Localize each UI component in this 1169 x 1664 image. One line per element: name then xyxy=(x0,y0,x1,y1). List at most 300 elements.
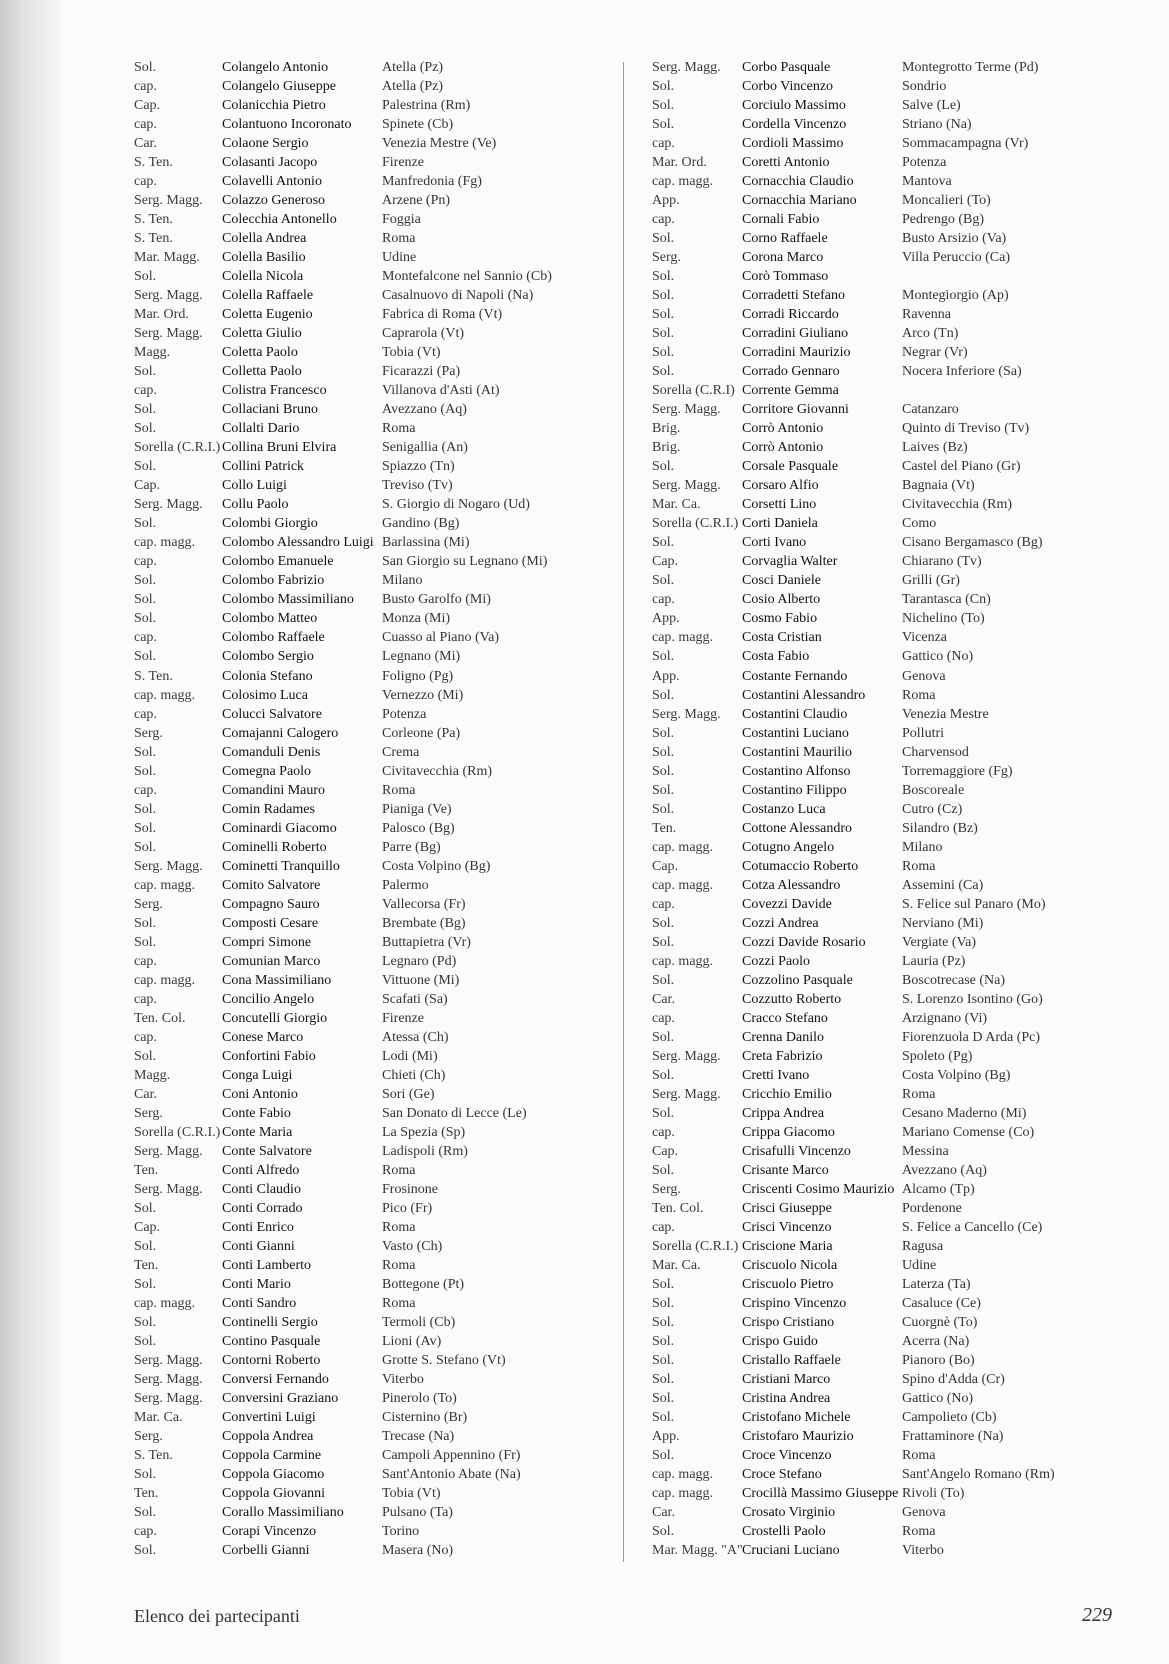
participant-name: Conti Enrico xyxy=(222,1219,294,1235)
participant-rank: Sol. xyxy=(652,725,675,741)
participant-rank: App. xyxy=(652,1429,680,1445)
participant-name: Colella Basilio xyxy=(222,250,306,266)
participant-name: Crisante Marco xyxy=(742,1162,829,1178)
participant-place: Tarantasca (Cn) xyxy=(902,592,991,608)
participant-name: Colombo Massimiliano xyxy=(222,592,354,608)
participant-rank: Car. xyxy=(652,1505,675,1521)
participant-place: Salve (Le) xyxy=(902,98,961,114)
participant-rank: Cap. xyxy=(652,554,679,570)
participant-rank: Sorella (C.R.I.) xyxy=(652,1238,739,1254)
participant-name: Crisafulli Vincenzo xyxy=(742,1143,851,1159)
participant-rank: Sol. xyxy=(652,1315,675,1331)
participant-place: Grotte S. Stefano (Vt) xyxy=(382,1353,506,1369)
participant-place: Villa Peruccio (Ca) xyxy=(902,250,1011,266)
participant-place: Spiazzo (Tn) xyxy=(382,459,455,475)
participant-rank: Sol. xyxy=(652,345,675,361)
participant-rank: Sorella (C.R.I.) xyxy=(134,1124,221,1140)
participant-place: Casalnuovo di Napoli (Na) xyxy=(382,288,534,304)
participant-name: Colavelli Antonio xyxy=(222,174,322,190)
participant-rank: Sol. xyxy=(134,402,157,418)
participant-place: Cisternino (Br) xyxy=(382,1410,468,1426)
participant-name: Conversini Graziano xyxy=(222,1391,339,1407)
participant-place: Treviso (Tv) xyxy=(382,478,453,494)
participant-rank: Sol. xyxy=(652,801,675,817)
participant-place: San Giorgio su Legnano (Mi) xyxy=(382,554,548,570)
participant-rank: App. xyxy=(652,611,680,627)
participant-rank: Cap. xyxy=(134,478,161,494)
participant-rank: Ten. xyxy=(652,820,677,836)
participant-name: Costante Fernando xyxy=(742,668,848,684)
participant-rank: cap. xyxy=(134,79,157,95)
participant-rank: Brig. xyxy=(652,421,681,437)
participant-name: Covezzi Davide xyxy=(742,896,832,912)
participant-rank: cap. xyxy=(652,896,675,912)
participant-place: Pulsano (Ta) xyxy=(382,1505,453,1521)
participant-rank: Serg. xyxy=(652,1181,681,1197)
participant-rank: cap. xyxy=(134,1029,157,1045)
participant-rank: Sol. xyxy=(652,1524,675,1540)
participant-rank: Serg. Magg. xyxy=(134,1143,203,1159)
participant-name: Cristina Andrea xyxy=(742,1391,831,1407)
participant-rank: Sorella (C.R.I) xyxy=(652,383,735,399)
participant-name: Crispino Vincenzo xyxy=(742,1296,847,1312)
participant-name: Crippa Giacomo xyxy=(742,1124,835,1140)
participant-place: Udine xyxy=(382,250,417,266)
participant-name: Compagno Sauro xyxy=(222,896,320,912)
participant-place: Masera (No) xyxy=(382,1543,454,1559)
participant-place: Nichelino (To) xyxy=(902,611,985,627)
participant-rank: App. xyxy=(652,193,680,209)
participant-name: Croce Stefano xyxy=(742,1467,822,1483)
participant-name: Croce Vincenzo xyxy=(742,1448,832,1464)
participant-place: Sant'Angelo Romano (Rm) xyxy=(902,1467,1055,1483)
participant-name: Coppola Carmine xyxy=(222,1448,322,1464)
participant-place: Castel del Piano (Gr) xyxy=(902,459,1021,475)
participant-name: Collina Bruni Elvira xyxy=(222,440,337,456)
participant-name: Costantino Filippo xyxy=(742,782,847,798)
participant-rank: cap. xyxy=(652,136,675,152)
participant-place: Montegiorgio (Ap) xyxy=(902,288,1009,304)
participant-place: Senigallia (An) xyxy=(382,440,468,456)
participant-rank: cap. xyxy=(652,1219,675,1235)
participant-place: Avezzano (Aq) xyxy=(902,1162,987,1178)
participant-place: Genova xyxy=(902,668,946,684)
participant-place: Fabrica di Roma (Vt) xyxy=(382,307,503,323)
participant-rank: Serg. Magg. xyxy=(652,60,721,75)
participant-place: Nocera Inferiore (Sa) xyxy=(902,364,1022,380)
participant-rank: cap. magg. xyxy=(652,877,714,893)
participant-place: Tobia (Vt) xyxy=(382,345,441,361)
participant-rank: Cap. xyxy=(134,1219,161,1235)
participant-name: Crippa Andrea xyxy=(742,1105,825,1121)
participant-rank: cap. magg. xyxy=(134,1296,196,1312)
participant-rank: Sol. xyxy=(134,1277,157,1292)
participant-rank: Serg. Magg. xyxy=(134,497,203,513)
participant-name: Costa Fabio xyxy=(742,649,810,665)
participant-name: Coretti Antonio xyxy=(742,155,830,171)
participant-name: Colosimo Luca xyxy=(222,687,308,703)
participant-rank: Mar. Ord. xyxy=(134,307,189,323)
participant-name: Conte Fabio xyxy=(222,1105,291,1121)
participant-rank: Serg. Magg. xyxy=(134,288,203,304)
participant-place: Silandro (Bz) xyxy=(902,820,978,836)
participant-name: Cornali Fabio xyxy=(742,212,820,228)
participant-place: Cuasso al Piano (Va) xyxy=(382,630,500,646)
participant-rank: cap. magg. xyxy=(134,877,196,893)
participant-rank: Sol. xyxy=(652,1448,675,1464)
participant-rank: Serg. xyxy=(134,1429,163,1445)
participant-name: Conte Salvatore xyxy=(222,1143,312,1159)
participant-rank: Mar. Magg. xyxy=(134,250,200,266)
participant-rank: Sol. xyxy=(652,1029,675,1045)
participant-rank: cap. xyxy=(652,1124,675,1140)
participant-rank: Car. xyxy=(652,991,675,1007)
participant-place: Bottegone (Pt) xyxy=(382,1277,465,1292)
participant-rank: cap. magg. xyxy=(134,535,196,551)
participant-place: Cisano Bergamasco (Bg) xyxy=(902,535,1043,551)
page-binding-shadow xyxy=(0,0,60,1664)
participant-place: Roma xyxy=(382,782,416,798)
participant-place: Pico (Fr) xyxy=(382,1200,433,1216)
participant-rank: Serg. Magg. xyxy=(134,1391,203,1407)
participant-rank: Sol. xyxy=(134,269,157,285)
participant-name: Cruciani Luciano xyxy=(742,1543,840,1559)
participant-rank: Sol. xyxy=(134,1543,157,1559)
participant-rank: Serg. Magg. xyxy=(652,478,721,494)
participant-place: Campolieto (Cb) xyxy=(902,1410,997,1426)
participant-place: Alcamo (Tp) xyxy=(902,1181,975,1197)
participant-place: Campoli Appennino (Fr) xyxy=(382,1448,521,1464)
participant-name: Cozzutto Roberto xyxy=(742,991,842,1007)
participant-place: Catanzaro xyxy=(902,402,959,418)
participant-name: Coppola Andrea xyxy=(222,1429,314,1445)
participant-place: Sondrio xyxy=(902,79,947,95)
participant-name: Colombi Giorgio xyxy=(222,516,318,532)
participant-name: Cosci Daniele xyxy=(742,573,821,589)
participant-rank: Ten. xyxy=(134,1486,159,1502)
participant-rank: Sol. xyxy=(652,1277,675,1292)
participant-rank: Serg. Magg. xyxy=(134,326,203,342)
participant-place: Genova xyxy=(902,1505,946,1521)
participant-name: Colecchia Antonello xyxy=(222,212,337,228)
participant-name: Coppola Giovanni xyxy=(222,1486,326,1502)
participant-rank: Cap. xyxy=(134,98,161,114)
participant-place: Roma xyxy=(382,231,416,247)
participant-rank: Sol. xyxy=(134,744,157,760)
participant-name: Criscuolo Nicola xyxy=(742,1257,838,1273)
participant-name: Corrente Gemma xyxy=(742,383,839,399)
participant-place: Montegrotto Terme (Pd) xyxy=(902,60,1039,75)
participant-rank: cap. xyxy=(652,212,675,228)
participant-place: Venezia Mestre (Ve) xyxy=(382,136,497,152)
participant-rank: Sol. xyxy=(134,1315,157,1331)
participant-name: Corritore Giovanni xyxy=(742,402,849,418)
participant-name: Conti Claudio xyxy=(222,1181,301,1197)
participant-rank: Sol. xyxy=(134,592,157,608)
participant-name: Colella Andrea xyxy=(222,231,307,247)
participant-place: Casaluce (Ce) xyxy=(902,1296,981,1312)
participant-place: Foggia xyxy=(382,212,421,228)
participant-place: Firenze xyxy=(382,155,424,171)
participant-place: Cesano Maderno (Mi) xyxy=(902,1105,1027,1121)
participant-name: Crispo Guido xyxy=(742,1334,818,1350)
participant-name: Cristofano Michele xyxy=(742,1410,851,1426)
participant-name: Collo Luigi xyxy=(222,478,287,494)
participant-place: Roma xyxy=(902,687,936,703)
participant-name: Corsaro Alfio xyxy=(742,478,819,494)
participant-rank: Sol. xyxy=(134,915,157,931)
participant-name: Colangelo Antonio xyxy=(222,60,329,75)
participant-rank: cap. xyxy=(134,554,157,570)
participant-rank: Ten. xyxy=(134,1257,159,1273)
participant-place: Boscoreale xyxy=(902,782,965,798)
participant-place: Gandino (Bg) xyxy=(382,516,460,532)
participant-place: Spinete (Cb) xyxy=(382,117,454,133)
participant-name: Cosio Alberto xyxy=(742,592,821,608)
participant-name: Cornacchia Mariano xyxy=(742,193,857,209)
participant-place: Monza (Mi) xyxy=(382,611,451,627)
participant-rank: Mar. Ca. xyxy=(652,1257,701,1273)
participant-rank: Sorella (C.R.I.) xyxy=(652,516,739,532)
participant-place: Civitavecchia (Rm) xyxy=(902,497,1013,513)
participant-place: Lodi (Mi) xyxy=(382,1048,438,1064)
participant-rank: cap. magg. xyxy=(652,1467,714,1483)
participant-place: Acerra (Na) xyxy=(902,1334,970,1350)
participant-place: Roma xyxy=(902,858,936,874)
participant-rank: cap. xyxy=(134,117,157,133)
participant-name: Crosato Virginio xyxy=(742,1505,836,1521)
participant-name: Corrò Antonio xyxy=(742,421,824,437)
participant-rank: Ten. xyxy=(134,1162,159,1178)
participant-rank: cap. xyxy=(134,174,157,190)
participant-rank: Serg. Magg. xyxy=(134,193,203,209)
participant-rank: Brig. xyxy=(652,440,681,456)
participant-place: Avezzano (Aq) xyxy=(382,402,467,418)
participant-place: Caprarola (Vt) xyxy=(382,326,465,342)
participant-place: Lioni (Av) xyxy=(382,1334,442,1350)
participant-place: Boscotrecase (Na) xyxy=(902,972,1006,988)
participant-rank: Sol. xyxy=(134,801,157,817)
participant-name: Corbo Vincenzo xyxy=(742,79,834,95)
participant-name: Cottone Alessandro xyxy=(742,820,853,836)
participant-name: Crocillà Massimo Giuseppe xyxy=(742,1486,899,1502)
participant-rank: Ten. Col. xyxy=(134,1010,186,1026)
participant-place: Udine xyxy=(902,1257,937,1273)
participant-place: Torremaggiore (Fg) xyxy=(902,763,1013,779)
participant-place: Roma xyxy=(902,1086,936,1102)
participant-name: Coletta Giulio xyxy=(222,326,302,342)
participant-name: Colombo Emanuele xyxy=(222,554,334,570)
participant-rank: Sol. xyxy=(134,364,157,380)
participant-place: S. Felice a Cancello (Ce) xyxy=(902,1219,1043,1235)
participant-place: Ragusa xyxy=(902,1238,944,1254)
participant-rank: Mar. Ca. xyxy=(652,497,701,513)
participant-name: Criscione Maria xyxy=(742,1238,833,1254)
participant-rank: Sol. xyxy=(134,459,157,475)
participant-place: Vallecorsa (Fr) xyxy=(382,896,466,912)
participant-name: Comajanni Calogero xyxy=(222,725,339,741)
participant-rank: Sol. xyxy=(134,1238,157,1254)
participant-rank: Sol. xyxy=(652,915,675,931)
participant-rank: Sorella (C.R.I.) xyxy=(134,440,221,456)
participant-place: Pordenone xyxy=(902,1200,962,1216)
participant-name: Corradi Riccardo xyxy=(742,307,839,323)
participant-name: Collalti Dario xyxy=(222,421,300,437)
participant-name: Corti Daniela xyxy=(742,516,818,532)
participant-rank: cap. magg. xyxy=(652,174,714,190)
participant-rank: Sol. xyxy=(652,231,675,247)
participant-place: Arzene (Pn) xyxy=(382,193,451,209)
participant-rank: cap. xyxy=(134,383,157,399)
participant-name: Cristofaro Maurizio xyxy=(742,1429,854,1445)
participant-name: Corti Ivano xyxy=(742,535,807,551)
participant-name: Colombo Sergio xyxy=(222,649,314,665)
participant-rank: Sol. xyxy=(652,535,675,551)
participant-name: Compri Simone xyxy=(222,934,312,950)
participant-rank: Sol. xyxy=(652,744,675,760)
participant-name: Corsale Pasquale xyxy=(742,459,839,475)
participant-rank: cap. xyxy=(134,706,157,722)
participant-rank: Sol. xyxy=(134,573,157,589)
participant-place: Firenze xyxy=(382,1010,424,1026)
participant-place: Vicenza xyxy=(902,630,948,646)
participant-place: Spino d'Adda (Cr) xyxy=(902,1372,1005,1388)
participant-name: Conte Maria xyxy=(222,1124,293,1140)
participant-rank: Sol. xyxy=(134,611,157,627)
participant-place: Barlassina (Mi) xyxy=(382,535,470,551)
participant-place: Negrar (Vr) xyxy=(902,345,968,361)
participant-place: Striano (Na) xyxy=(902,117,972,133)
participant-rank: Serg. xyxy=(134,1105,163,1121)
participant-rank: cap. xyxy=(134,1524,157,1540)
participant-rank: Sol. xyxy=(652,288,675,304)
participant-rank: Sol. xyxy=(652,1410,675,1426)
participant-place: Foligno (Pg) xyxy=(382,668,454,684)
participant-place: Vasto (Ch) xyxy=(382,1238,443,1254)
participant-name: Crisci Vincenzo xyxy=(742,1219,832,1235)
participant-name: Corradini Maurizio xyxy=(742,345,851,361)
participant-name: Costantini Claudio xyxy=(742,706,848,722)
participant-place: Gattico (No) xyxy=(902,649,974,665)
participant-name: Corsetti Lino xyxy=(742,497,817,513)
participant-rank: Sol. xyxy=(652,1067,675,1083)
participant-name: Conti Lamberto xyxy=(222,1257,312,1273)
participant-place: Vergiate (Va) xyxy=(902,934,976,950)
participant-place: Laives (Bz) xyxy=(902,440,968,456)
participant-name: Corbo Pasquale xyxy=(742,60,831,75)
participant-rank: Sol. xyxy=(134,516,157,532)
participant-name: Criscenti Cosimo Maurizio xyxy=(742,1181,895,1197)
participant-name: Cominetti Tranquillo xyxy=(222,858,340,874)
participant-name: Conversi Fernando xyxy=(222,1372,329,1388)
participant-rank: Sol. xyxy=(652,972,675,988)
participant-name: Crisci Giuseppe xyxy=(742,1200,832,1216)
participant-place: Arco (Tn) xyxy=(902,326,959,342)
participant-rank: Sol. xyxy=(652,763,675,779)
participant-rank: Sol. xyxy=(134,1505,157,1521)
participant-place: Brembate (Bg) xyxy=(382,915,466,931)
participant-name: Concilio Angelo xyxy=(222,991,315,1007)
participant-place: Roma xyxy=(902,1448,936,1464)
participant-name: Corallo Massimiliano xyxy=(222,1505,344,1521)
participant-place: Buttapietra (Vr) xyxy=(382,934,471,950)
participant-rank: Sol. xyxy=(652,1334,675,1350)
participant-rank: Sol. xyxy=(652,79,675,95)
participant-name: Comanduli Denis xyxy=(222,744,321,760)
participant-name: Cona Massimiliano xyxy=(222,972,332,988)
footer-title: Elenco dei partecipanti xyxy=(134,1606,300,1626)
participant-name: Colombo Alessandro Luigi xyxy=(222,535,374,551)
participant-rank: cap. magg. xyxy=(652,953,714,969)
participant-name: Colanicchia Pietro xyxy=(222,98,326,114)
participant-rank: Sol. xyxy=(652,573,675,589)
participant-name: Corbelli Gianni xyxy=(222,1543,310,1559)
participant-rank: Car. xyxy=(134,1086,157,1102)
participant-rank: cap. magg. xyxy=(652,839,714,855)
participant-rank: S. Ten. xyxy=(134,155,173,171)
participant-place: Sant'Antonio Abate (Na) xyxy=(382,1467,521,1483)
participant-name: Corapi Vincenzo xyxy=(222,1524,317,1540)
participant-place: Milano xyxy=(382,573,423,589)
participant-place: Fiorenzuola D Arda (Pc) xyxy=(902,1029,1041,1045)
participant-name: Comandini Mauro xyxy=(222,782,326,798)
participant-place: Frosinone xyxy=(382,1181,438,1197)
participant-name: Conga Luigi xyxy=(222,1067,293,1083)
participant-rank: Sol. xyxy=(134,421,157,437)
participant-name: Colantuono Incoronato xyxy=(222,117,352,133)
participant-rank: Sol. xyxy=(652,98,675,114)
participant-rank: Sol. xyxy=(652,1372,675,1388)
participant-name: Contino Pasquale xyxy=(222,1334,321,1350)
participant-place: Viterbo xyxy=(902,1543,944,1559)
participant-rank: Ten. Col. xyxy=(652,1200,704,1216)
participant-place: Mantova xyxy=(902,174,952,190)
participant-rank: Mar. Ca. xyxy=(134,1410,183,1426)
participant-place: Legnano (Mi) xyxy=(382,649,461,665)
participant-rank: Cap. xyxy=(652,1143,679,1159)
participant-rank: Sol. xyxy=(652,459,675,475)
participant-name: Corvaglia Walter xyxy=(742,554,838,570)
participant-name: Corciulo Massimo xyxy=(742,98,846,114)
participant-place: Busto Arsizio (Va) xyxy=(902,231,1007,247)
participant-place: Potenza xyxy=(902,155,947,171)
participant-rank: Sol. xyxy=(652,782,675,798)
participant-name: Cristiani Marco xyxy=(742,1372,831,1388)
participant-name: Continelli Sergio xyxy=(222,1315,318,1331)
participant-place: Rivoli (To) xyxy=(902,1486,965,1502)
participant-rank: cap. xyxy=(652,592,675,608)
participant-place: Atessa (Ch) xyxy=(382,1029,449,1045)
participant-rank: Sol. xyxy=(652,307,675,323)
participant-name: Colombo Fabrizio xyxy=(222,573,325,589)
participant-place: Ficarazzi (Pa) xyxy=(382,364,461,380)
participant-rank: cap. xyxy=(134,630,157,646)
participant-rank: Sol. xyxy=(134,820,157,836)
participant-name: Corrado Gennaro xyxy=(742,364,840,380)
participant-place: Manfredonia (Fg) xyxy=(382,174,482,190)
participant-place: Sommacampagna (Vr) xyxy=(902,136,1029,152)
column-divider xyxy=(623,62,624,1562)
participant-name: Conti Gianni xyxy=(222,1238,295,1254)
participant-rank: Sol. xyxy=(652,1162,675,1178)
participant-rank: Sol. xyxy=(652,117,675,133)
participant-name: Collu Paolo xyxy=(222,497,289,513)
participant-name: Cracco Stefano xyxy=(742,1010,828,1026)
participant-name: Collini Patrick xyxy=(222,459,305,475)
participant-rank: S. Ten. xyxy=(134,212,173,228)
participant-place: Roma xyxy=(382,1296,416,1312)
participant-name: Coletta Eugenio xyxy=(222,307,313,323)
